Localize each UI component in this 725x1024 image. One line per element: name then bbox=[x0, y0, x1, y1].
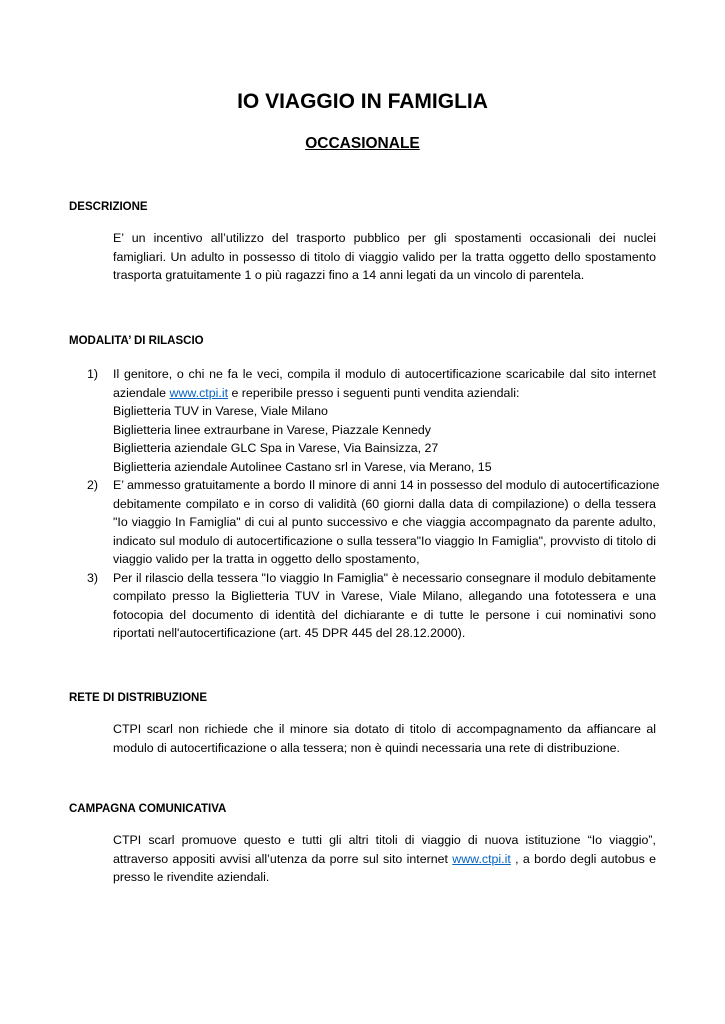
descrizione-paragraph bbox=[113, 229, 656, 285]
paragraph-line bbox=[113, 850, 656, 869]
section-heading-descrizione: DESCRIZIONE bbox=[69, 201, 148, 213]
list-number: 3) bbox=[87, 570, 99, 585]
paragraph-line: modulo di autocertificazione o alla tessera; non è quindi necessaria una rete di distribuzione. bbox=[113, 740, 620, 755]
paragraph-line: trasporta gratuitamente 1 o più ragazzi fino a 14 anni legati da un vincolo di parentela. bbox=[113, 268, 585, 282]
campagna-paragraph bbox=[113, 831, 656, 887]
document-title: IO VIAGGIO IN FAMIGLIA bbox=[237, 90, 488, 113]
paragraph-line: viaggio valido per la tratta in oggetto dello spostamento, bbox=[113, 552, 420, 566]
list-item bbox=[87, 476, 660, 569]
text-fragment: aziendale bbox=[113, 385, 170, 400]
document-subtitle: OCCASIONALE bbox=[305, 135, 420, 152]
paragraph-line: indicato sul modulo di autocertificazione o sulla tessera"Io viaggio In Famiglia", provvisto di titolo di bbox=[113, 533, 656, 548]
section-heading-rete: RETE DI DISTRIBUZIONE bbox=[69, 692, 208, 704]
paragraph-line: presso le rivendite aziendali. bbox=[113, 870, 270, 884]
ticket-office-line: Biglietteria TUV in Varese, Viale Milano bbox=[113, 404, 328, 418]
section-heading-campagna: CAMPAGNA COMUNICATIVA bbox=[69, 803, 227, 815]
list-item bbox=[87, 569, 656, 643]
ctpi-website-link[interactable]: www.ctpi.it bbox=[452, 851, 511, 866]
paragraph-line: Per il rilascio della tessera "Io viaggio In Famiglia" è necessario consegnare il modulo debitamente bbox=[113, 570, 656, 585]
paragraph-line: E’ ammesso gratuitamente a bordo Il minore di anni 14 in possesso del modulo di autocertificazione bbox=[113, 478, 660, 492]
ticket-office-line: Biglietteria linee extraurbane in Varese, Piazzale Kennedy bbox=[113, 422, 431, 437]
text-fragment: attraverso appositi avvisi all’utenza da porre sul sito internet bbox=[113, 851, 453, 866]
ticket-office-line: Biglietteria aziendale GLC Spa in Varese, Via Bainsizza, 27 bbox=[113, 441, 439, 455]
paragraph-line: E’ un incentivo all’utilizzo del trasporto pubblico per gli spostamenti occasionali dei nuclei bbox=[113, 231, 656, 245]
list-number: 2) bbox=[87, 478, 99, 492]
modalita-list bbox=[87, 365, 660, 643]
paragraph-line: Il genitore, o chi ne fa le veci, compila il modulo di autocertificazione scaricabile dal sito internet bbox=[113, 367, 656, 381]
list-item-text bbox=[113, 476, 660, 569]
paragraph-line bbox=[113, 384, 656, 403]
list-item-text bbox=[113, 365, 656, 476]
ticket-office-line: Biglietteria aziendale Autolinee Castano srl in Varese, via Merano, 15 bbox=[113, 459, 492, 474]
paragraph-line: CTPI scarl non richiede che il minore sia dotato di titolo di accompagnamento da affiancare al bbox=[113, 722, 656, 736]
paragraph-line: famigliari. Un adulto in possesso di titolo di viaggio valido per la tratta oggetto dello spostamento bbox=[113, 249, 656, 264]
paragraph-line: CTPI scarl promuove questo e tutti gli altri titoli di viaggio di nuova istituzione “Io viaggio”, bbox=[113, 833, 656, 847]
text-fragment: , a bordo degli autobus e bbox=[510, 851, 656, 866]
paragraph-line: debitamente compilato e in corso di validità (60 giorni dalla data di compilazione) o della tessera bbox=[113, 496, 656, 511]
rete-paragraph bbox=[113, 720, 656, 757]
list-item bbox=[87, 365, 656, 476]
paragraph-line: fotocopia del documento di identità del dichiarante e di tutte le persone i cui nominativi sono bbox=[113, 607, 656, 622]
text-fragment: e reperibile presso i seguenti punti vendita aziendali: bbox=[228, 385, 520, 400]
paragraph-line: compilato presso la Biglietteria TUV in Varese, Viale Milano, allegando una fototessera e una bbox=[113, 589, 656, 603]
paragraph-line: riportati nell'autocertificazione (art. 45 DPR 445 del 28.12.2000). bbox=[113, 626, 466, 640]
list-item-text bbox=[113, 569, 656, 643]
section-heading-modalita: MODALITA’ DI RILASCIO bbox=[69, 335, 204, 347]
paragraph-line: "Io viaggio In Famiglia" di cui al punto successivo e che viaggia accompagnato da parente adulto, bbox=[113, 515, 656, 529]
ctpi-website-link[interactable]: www.ctpi.it bbox=[169, 385, 229, 400]
list-number: 1) bbox=[87, 367, 99, 381]
